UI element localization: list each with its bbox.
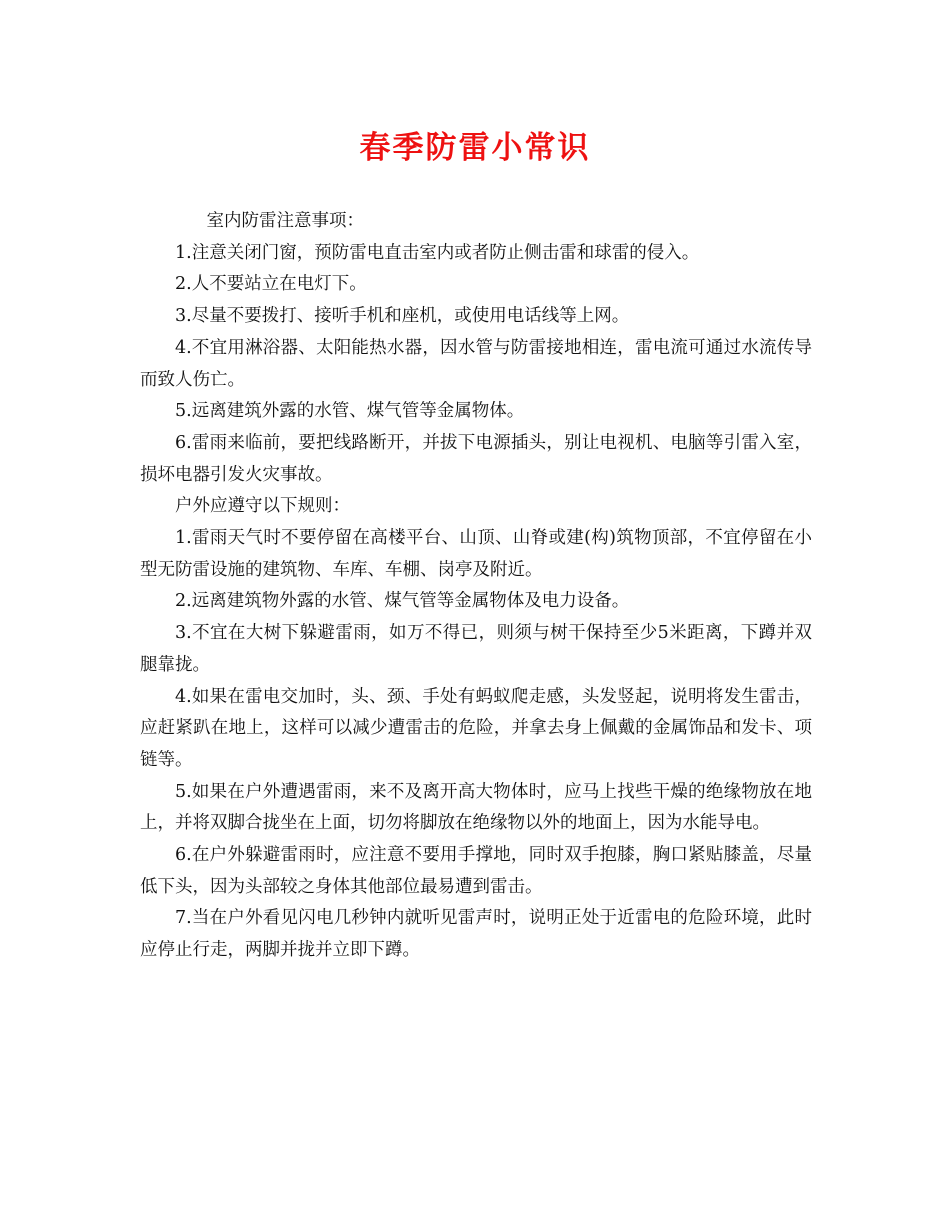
indoor-item-6: 6.雷雨来临前，要把线路断开，并拔下电源插头，别让电视机、电脑等引雷入室，损坏电器引发火灾事故。 [140, 432, 812, 485]
indoor-item-4: 4.不宜用淋浴器、太阳能热水器，因水管与防雷接地相连，雷电流可通过水流传导而致人伤亡。 [140, 337, 812, 390]
outdoor-item-3: 3.不宜在大树下躲避雷雨，如万不得已，则须与树干保持至少5米距离，下蹲并双腿靠拢。 [140, 623, 812, 675]
outdoor-item-1: 1.雷雨天气时不要停留在高楼平台、山顶、山脊或建(构)筑物顶部，不宜停留在小型无防雷设施的建筑物、车库、车棚、岗亭及附近。 [140, 528, 812, 580]
outdoor-item-5: 5.如果在户外遭遇雷雨，来不及离开高大物体时，应马上找些干燥的绝缘物放在地上，并将双脚合拢坐在上面，切勿将脚放在绝缘物以外的地面上，因为水能导电。 [140, 781, 812, 834]
section-heading-outdoor: 户外应遵守以下规则： [175, 496, 350, 517]
outdoor-item-2: 2.远离建筑物外露的水管、煤气管等金属物体及电力设备。 [175, 591, 630, 612]
outdoor-item-4: 4.如果在雷电交加时，头、颈、手处有蚂蚁爬走感，头发竖起，说明将发生雷击，应赶紧趴在地上，这样可以减少遭雷击的危险，并拿去身上佩戴的金属饰品和发卡、项链等。 [140, 686, 812, 770]
section-heading-indoor: 室内防雷注意事项： [206, 211, 364, 231]
indoor-item-5: 5.远离建筑外露的水管、煤气管等金属物体。 [175, 401, 525, 422]
document-title: 春季防雷小常识 [359, 130, 591, 166]
indoor-item-3: 3.尽量不要拨打、接听手机和座机，或使用电话线等上网。 [175, 306, 630, 327]
outdoor-item-7: 7.当在户外看见闪电几秒钟内就听见雷声时，说明正处于近雷电的危险环境，此时应停止行走，两脚并拢并立即下蹲。 [140, 908, 812, 961]
document-body [140, 206, 812, 967]
indoor-item-2: 2.人不要站立在电灯下。 [175, 274, 367, 295]
outdoor-item-6: 6.在户外躲避雷雨时，应注意不要用手撑地，同时双手抱膝，胸口紧贴膝盖，尽量低下头，因为头部较之身体其他部位最易遭到雷击。 [140, 845, 812, 897]
indoor-item-1: 1.注意关闭门窗，预防雷电直击室内或者防止侧击雷和球雷的侵入。 [175, 242, 700, 263]
